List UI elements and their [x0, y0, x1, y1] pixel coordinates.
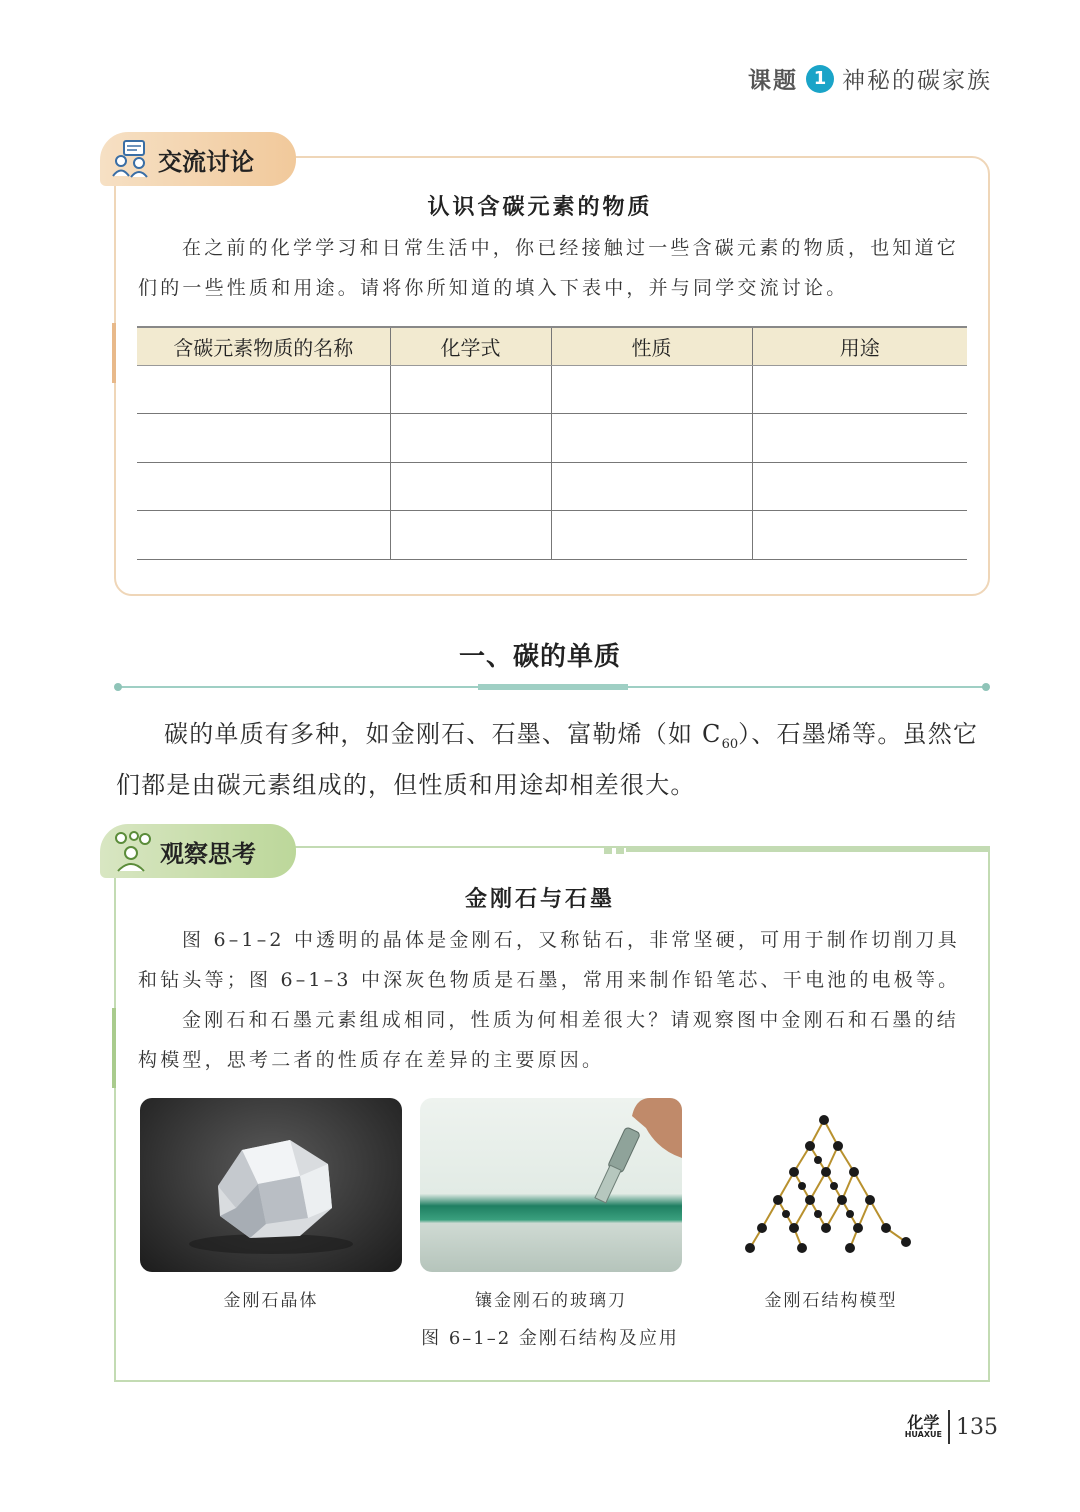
caption-diamond-crystal: 金刚石晶体	[223, 1291, 319, 1311]
observe-top-bar	[626, 846, 988, 852]
table-cell[interactable]	[551, 462, 752, 511]
observe-tag-label: 观察思考	[160, 839, 256, 868]
table-cell[interactable]	[752, 462, 967, 511]
discussion-accent-bar	[112, 323, 116, 383]
lesson-number-badge: 1	[806, 65, 834, 93]
table-cell[interactable]	[137, 511, 390, 560]
section-title: 一、碳的单质	[458, 642, 621, 672]
subject-name: 化学	[907, 1413, 940, 1432]
glass-cutter-image	[420, 1098, 682, 1272]
section-body	[116, 714, 986, 805]
table-header-formula: 化学式	[390, 327, 551, 365]
divider-dot	[982, 683, 990, 691]
table-row	[137, 414, 967, 463]
page-number: 135	[956, 1414, 998, 1440]
lesson-word: 课题	[748, 68, 798, 94]
table-cell[interactable]	[551, 414, 752, 463]
table-header-name: 含碳元素物质的名称	[137, 327, 390, 365]
table-row	[137, 511, 967, 560]
discussion-title: 认识含碳元素的物质	[427, 194, 653, 220]
divider-dot	[114, 683, 122, 691]
table-row	[137, 365, 967, 414]
observe-paragraph-1: 图 6–1–2 中透明的晶体是金刚石，又称钻石，非常坚硬，可用于制作切削刀具和钻头等；图 6–1–3 中深灰色物质是石墨，常用来制作铅笔芯、干电池的电极等。	[138, 929, 961, 991]
section-text-after: ）、石墨烯等。虽然它们都是由碳元素组成的，但性质和用途却相差很大。	[116, 720, 979, 799]
figure-caption: 图 6–1–2 金刚石结构及应用	[421, 1328, 679, 1349]
caption-structure-model: 金刚石结构模型	[764, 1291, 898, 1311]
table-cell[interactable]	[390, 414, 551, 463]
table-cell[interactable]	[390, 365, 551, 414]
divider-highlight	[478, 684, 628, 690]
table-row	[137, 462, 967, 511]
table-cell[interactable]	[137, 462, 390, 511]
observe-thinking-icon	[112, 830, 152, 872]
table-cell[interactable]	[752, 365, 967, 414]
discussion-people-icon	[112, 139, 150, 179]
table-cell[interactable]	[551, 365, 752, 414]
chapter-header	[748, 62, 992, 95]
table-header-row	[137, 327, 967, 365]
diamond-crystal-image	[140, 1098, 402, 1272]
fullerene-subscript: 60	[721, 736, 739, 752]
observe-square	[616, 846, 624, 854]
table-cell[interactable]	[390, 462, 551, 511]
subject-pinyin: HUAXUE	[904, 1430, 942, 1439]
table-cell[interactable]	[551, 511, 752, 560]
diamond-structure-model-image	[740, 1110, 920, 1260]
subject-logo	[905, 1415, 942, 1439]
section-divider	[116, 686, 988, 688]
table-cell[interactable]	[752, 414, 967, 463]
lesson-title: 神秘的碳家族	[842, 68, 992, 94]
discussion-tag	[100, 132, 296, 186]
observe-accent-bar	[112, 1008, 116, 1088]
discussion-text: 在之前的化学学习和日常生活中，你已经接触过一些含碳元素的物质，也知道它们的一些性质和用途。请将你所知道的填入下表中，并与同学交流讨论。	[138, 237, 960, 299]
substance-table	[137, 326, 967, 560]
footer-divider	[948, 1410, 950, 1444]
section-text-before: 碳的单质有多种，如金刚石、石墨、富勒烯（如 C	[164, 720, 722, 748]
observe-paragraph-2: 金刚石和石墨元素组成相同，性质为何相差很大？请观察图中金刚石和石墨的结构模型，思考二者的性质存在差异的主要原因。	[138, 1009, 960, 1071]
table-header-use: 用途	[752, 327, 967, 365]
table-cell[interactable]	[390, 511, 551, 560]
table-cell[interactable]	[137, 414, 390, 463]
observe-square	[604, 846, 612, 854]
table-cell[interactable]	[752, 511, 967, 560]
observe-title: 金刚石与石墨	[464, 886, 615, 912]
caption-glass-cutter: 镶金刚石的玻璃刀	[475, 1291, 627, 1311]
observe-tag	[100, 824, 296, 878]
page-footer	[905, 1410, 998, 1444]
table-header-property: 性质	[551, 327, 752, 365]
discussion-tag-label: 交流讨论	[158, 147, 254, 176]
table-cell[interactable]	[137, 365, 390, 414]
